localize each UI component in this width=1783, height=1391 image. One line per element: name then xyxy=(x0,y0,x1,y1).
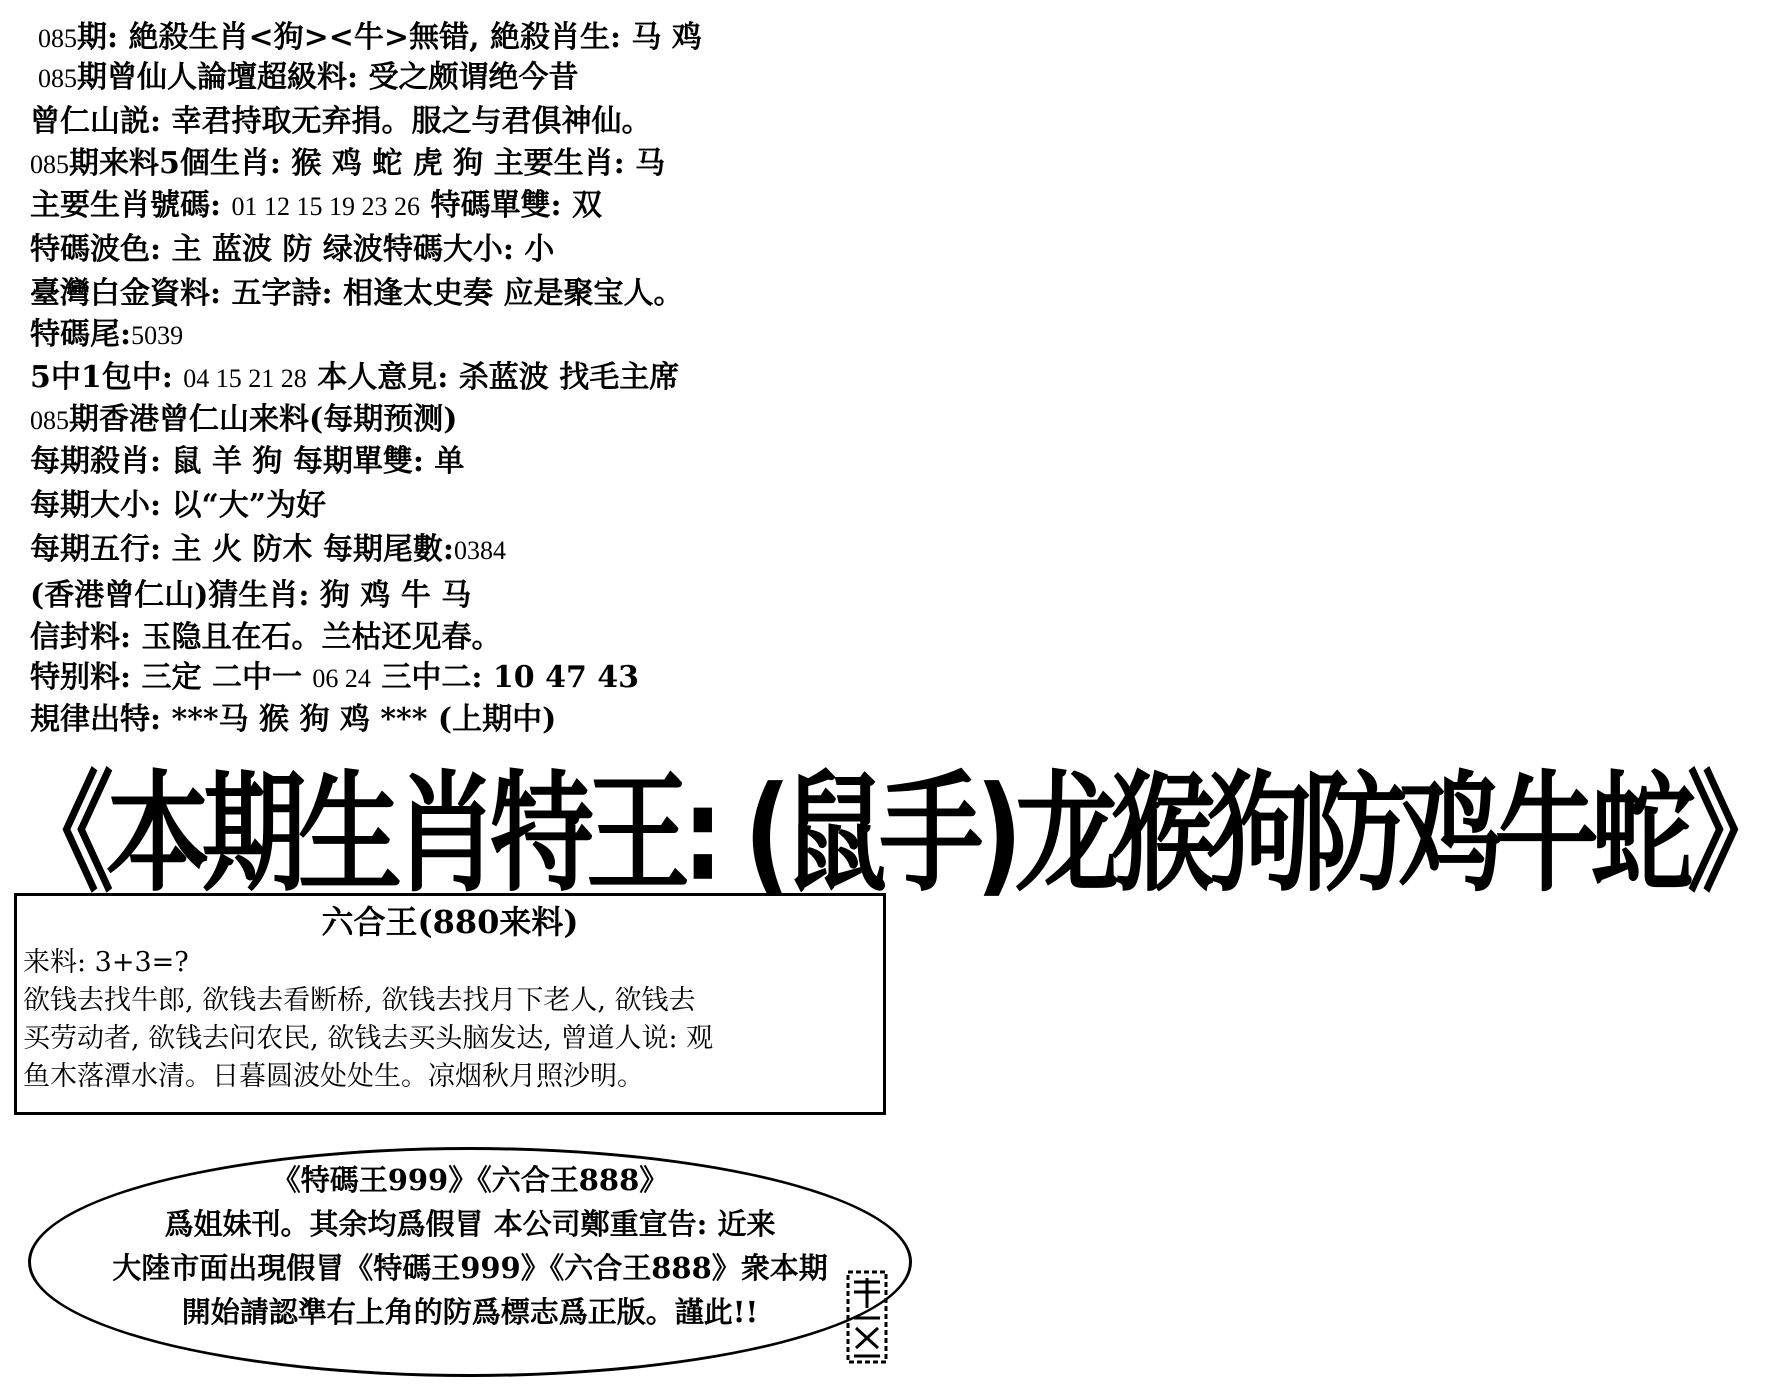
line-4: 085期来料5個生肖: 猴 鸡 蛇 虎 狗 主要生肖: 马 xyxy=(30,146,666,181)
line-13: 每期五行: 主 火 防木 每期尾數:0384 xyxy=(30,532,506,567)
box-line-1: 来料: 3+3=? xyxy=(23,947,189,978)
line-12: 每期大小: 以“大”为好 xyxy=(30,488,327,523)
stamp-seal-icon xyxy=(842,1268,892,1368)
box-line-4: 鱼木落潭水清。日暮圆波处处生。凉烟秋月照沙明。 xyxy=(23,1061,644,1092)
banner-headline: 《本期生肖特王: (鼠手)龙猴狗防鸡牛蛇》 xyxy=(10,757,1783,910)
line-3: 曾仁山説: 幸君持取无弃捐。服之与君俱神仙。 xyxy=(30,104,652,139)
box-line-3: 买劳动者, 欲钱去问农民, 欲钱去买头脑发达, 曾道人说: 观 xyxy=(23,1023,714,1054)
line-15: 信封料: 玉隐且在石。兰枯还见春。 xyxy=(30,620,502,655)
line-2: 085期曾仙人論壇超級料: 受之颇谓绝今昔 xyxy=(38,60,579,95)
line-6: 特碼波色: 主 蓝波 防 绿波特碼大小: 小 xyxy=(30,232,555,267)
notice-line-1: 《特碼王999》《六合王888》 xyxy=(271,1163,669,1197)
line-14: (香港曾仁山)猜生肖: 狗 鸡 牛 马 xyxy=(30,578,472,613)
notice-oval xyxy=(28,1147,912,1377)
line-16: 特别料: 三定 二中一 06 24 三中二: 10 47 43 xyxy=(30,660,640,695)
line-17: 規律出特: ***马 猴 狗 鸡 *** (上期中) xyxy=(30,702,557,737)
line-1: 085期: 絶殺生肖<狗><牛>無错, 絶殺肖生: 马 鸡 xyxy=(38,20,702,55)
line-9: 5中1包中: 04 15 21 28 本人意見: 杀蓝波 找毛主席 xyxy=(30,360,680,395)
line-5: 主要生肖號碼: 01 12 15 19 23 26 特碼單雙: 双 xyxy=(30,188,603,223)
box-title: 六合王(880来料) xyxy=(321,903,579,941)
line-11: 每期殺肖: 鼠 羊 狗 每期單雙: 单 xyxy=(30,444,465,479)
notice-line-2: 爲姐妹刊。其余均爲假冒 本公司鄭重宣告: 近来 xyxy=(164,1207,776,1241)
line-8: 特碼尾:5039 xyxy=(30,317,184,352)
box-line-2: 欲钱去找牛郎, 欲钱去看断桥, 欲钱去找月下老人, 欲钱去 xyxy=(23,985,696,1016)
line-10: 085期香港曾仁山来料(每期预测) xyxy=(30,402,458,437)
notice-line-4: 開始請認準右上角的防爲標志爲正版。謹此!! xyxy=(181,1295,759,1329)
line-7: 臺灣白金資料: 五字詩: 相逢太史奏 应是聚宝人。 xyxy=(30,276,684,311)
liuhewang-box xyxy=(14,893,886,1115)
notice-line-3: 大陸市面出現假冒《特碼王999》《六合王888》衆本期 xyxy=(112,1251,828,1285)
